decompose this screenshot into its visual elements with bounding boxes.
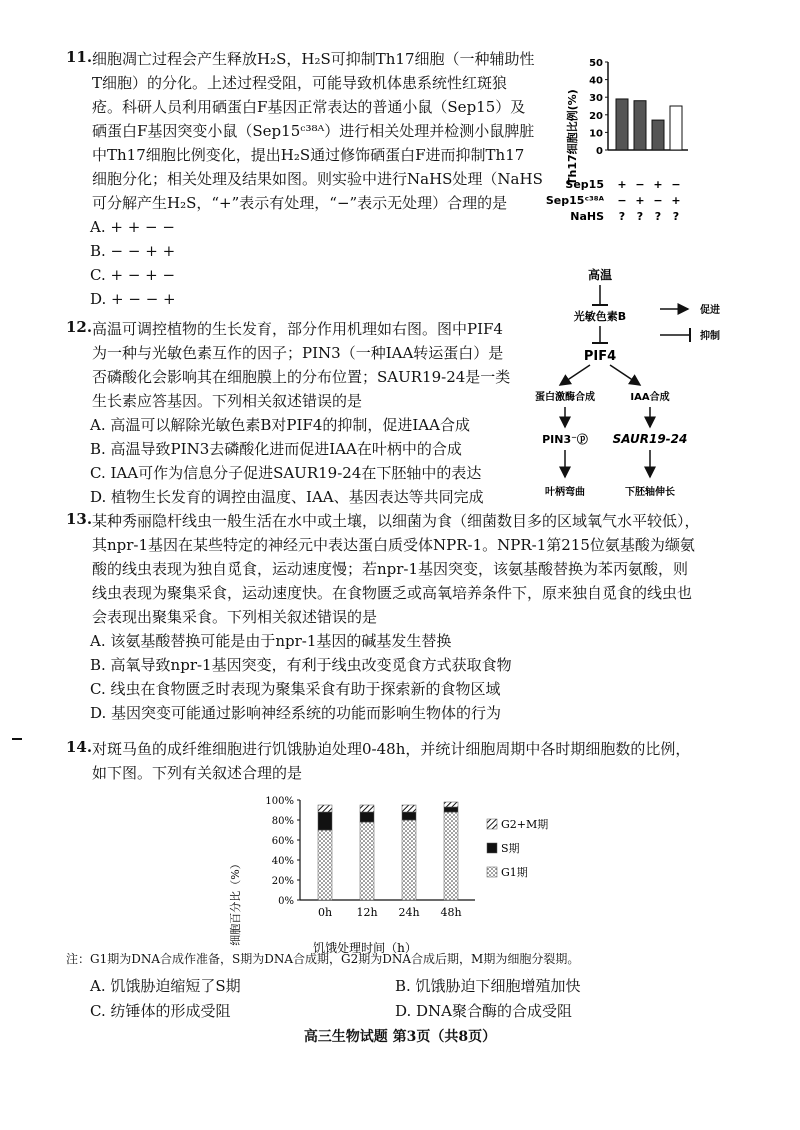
flow-pif4: PIF4 xyxy=(583,349,617,364)
flow-protein-phosphatase: 蛋白激酶合成 xyxy=(535,392,595,403)
q13-lines-3: 线虫表现为聚集采食，运动速度快。在食物匮乏或高氧培养条件下，原来独自觅食的线虫也 xyxy=(92,584,693,602)
c1-bar xyxy=(652,120,664,150)
c2-bar-segment xyxy=(444,802,458,807)
q11-lines-2: 疮。科研人员利用硒蛋白F基因正常表达的普通小鼠（Sep15）及 xyxy=(92,98,526,116)
c1-row-mark: ? xyxy=(672,210,680,223)
c2-ytick: 80% xyxy=(271,816,294,827)
c2-bar-segment xyxy=(402,812,416,820)
c1-row-mark: ? xyxy=(636,210,644,223)
q14-note: 注：G1期为DNA合成作准备，S期为DNA合成期，G2期为DNA合成后期，M期为细胞分裂期。 xyxy=(66,952,580,966)
q12-number: 12. xyxy=(66,318,93,336)
c2-bar-segment xyxy=(318,830,332,900)
q13-options-0: A. 该氨基酸替换可能是由于npr-1基因的碱基发生替换 xyxy=(90,632,452,650)
c2-bar-segment xyxy=(318,812,332,830)
c2-xtick: 12h xyxy=(356,906,378,919)
q13-lines-4: 会表现出聚集采食。下列相关叙述错误的是 xyxy=(92,608,378,626)
q12-options-0: A. 高温可以解除光敏色素B对PIF4的抑制，促进IAA合成 xyxy=(90,416,470,434)
q13-options-2: C. 线虫在食物匮乏时表现为聚集采食有助于探索新的食物区域 xyxy=(90,680,501,698)
flow-high-temp: 高温 xyxy=(587,268,613,282)
c2-bar-segment xyxy=(402,820,416,900)
c1-ytick: 10 xyxy=(589,128,603,140)
c1-row-mark: ? xyxy=(618,210,626,223)
c1-ytick: 20 xyxy=(589,110,603,122)
q12-lines-2: 否磷酸化会影响其在细胞膜上的分布位置；SAUR19-24是一类 xyxy=(92,368,511,386)
q11-options-2: C. + − + − xyxy=(90,266,176,284)
c2-ytick: 100% xyxy=(265,796,294,807)
q11-number: 11. xyxy=(66,48,93,66)
c1-row-mark: − xyxy=(671,178,681,191)
q13-options-1: B. 高氧导致npr-1基因突变，有利于线虫改变觅食方式获取食物 xyxy=(90,656,512,674)
c1-row-mark: + xyxy=(653,178,663,191)
c2-ytick: 40% xyxy=(271,856,294,867)
c1-row-mark: − xyxy=(653,194,663,207)
q11-chart xyxy=(545,50,700,290)
c2-bar-segment xyxy=(318,805,332,812)
q14-chart-xlabel: 饥饿处理时间（h） xyxy=(313,941,417,955)
q11-options-3: D. + − − + xyxy=(90,290,176,308)
legend-promote: 促进 xyxy=(700,305,720,316)
q12-lines-0: 高温可调控植物的生长发育，部分作用机理如右图。图中PIF4 xyxy=(92,320,503,338)
q11-options-0: A. + + − − xyxy=(90,218,175,236)
c2-legend-swatch xyxy=(487,843,497,853)
c2-bar-segment xyxy=(360,822,374,900)
c1-bar xyxy=(634,101,646,150)
q12-options-1: B. 高温导致PIN3去磷酸化进而促进IAA在叶柄中的合成 xyxy=(90,440,462,458)
c2-bar-segment xyxy=(360,812,374,822)
q14-number: 14. xyxy=(66,738,93,756)
q12-options-2: C. IAA可作为信息分子促进SAUR19-24在下胚轴中的表达 xyxy=(90,464,482,482)
c1-row-mark: ? xyxy=(654,210,662,223)
c1-row-mark: − xyxy=(635,178,645,191)
q14-option-1: B. 饥饿胁迫下细胞增殖加快 xyxy=(395,977,581,995)
q14-chart-ylabel: 细胞百分比（%） xyxy=(229,858,242,946)
flow-pin3: PIN3⁻ⓟ xyxy=(542,433,588,446)
page-footer: 高三生物试题 第3页（共8页） xyxy=(303,1029,497,1045)
c2-bar-segment xyxy=(444,807,458,812)
c2-xtick: 24h xyxy=(398,906,420,919)
c2-bar-segment xyxy=(360,805,374,812)
q11-options-1: B. − − + + xyxy=(90,242,176,260)
c2-xtick: 0h xyxy=(317,906,333,919)
c1-row-mark: − xyxy=(617,194,627,207)
c1-row-mark: + xyxy=(671,194,681,207)
q12-lines-3: 生长素应答基因。下列相关叙述错误的是 xyxy=(92,392,363,410)
c2-bar-segment xyxy=(444,812,458,900)
q11-lines-6: 可分解产生H₂S，“+”表示有处理，“−”表示无处理）合理的是 xyxy=(92,194,508,212)
q11-lines-4: 中Th17细胞比例变化，提出H₂S通过修饰硒蛋白F进而抑制Th17 xyxy=(92,146,525,164)
c2-legend-label: S期 xyxy=(501,842,520,855)
c2-bar-segment xyxy=(402,805,416,812)
c1-ytick: 30 xyxy=(589,93,603,105)
flow-iaa-synthesis: IAA合成 xyxy=(630,392,670,403)
margin-mark xyxy=(12,738,22,740)
q11-chart-ylabel: Th17细胞比例(%) xyxy=(566,89,579,185)
q14-chart xyxy=(225,790,549,960)
c1-row-mark: + xyxy=(617,178,627,191)
q14-lines-0: 对斑马鱼的成纤维细胞进行饥饿胁迫处理0-48h，并统计细胞周期中各时期细胞数的比例， xyxy=(92,740,691,758)
flow-phyB: 光敏色素B xyxy=(573,310,627,323)
flow-hypocotyl: 下胚轴伸长 xyxy=(625,487,675,498)
c1-row-label: Sep15ᶜ³⁸ᴬ xyxy=(545,194,604,207)
q12-flow-diagram xyxy=(520,265,750,505)
q11-lines-3: 硒蛋白F基因突变小鼠（Sep15ᶜ³⁸ᴬ）进行相关处理并检测小鼠脾脏 xyxy=(92,122,535,140)
q13-lines-1: 其npr-1基因在某些特定的神经元中表达蛋白质受体NPR-1。NPR-1第215位氨基酸为缬氨 xyxy=(92,536,695,554)
c2-legend-swatch xyxy=(487,819,497,829)
c2-legend-label: G2+M期 xyxy=(501,818,549,831)
c2-legend-label: G1期 xyxy=(501,866,528,879)
c1-ytick: 0 xyxy=(596,146,603,157)
c2-ytick: 0% xyxy=(278,896,294,907)
flow-petiole: 叶柄弯曲 xyxy=(545,487,585,498)
c2-legend-swatch xyxy=(487,867,497,877)
c2-ytick: 20% xyxy=(271,876,294,887)
q12-lines-1: 为一种与光敏色素互作的因子；PIN3（一种IAA转运蛋白）是 xyxy=(92,344,504,362)
q11-lines-5: 细胞分化；相关处理及结果如图。则实验中进行NaHS处理（NaHS xyxy=(92,170,543,188)
flow-saur: SAUR19-24 xyxy=(612,432,688,446)
q11-lines-1: T细胞）的分化。上述过程受阻，可能导致机体患系统性红斑狼 xyxy=(92,74,508,92)
c2-ytick: 60% xyxy=(271,836,294,847)
q13-number: 13. xyxy=(66,510,93,528)
legend-inhibit: 抑制 xyxy=(700,331,720,342)
c2-xtick: 48h xyxy=(440,906,462,919)
c1-bar xyxy=(616,99,628,150)
q14-lines-1: 如下图。下列有关叙述合理的是 xyxy=(92,764,303,782)
c1-ytick: 50 xyxy=(589,58,603,69)
q13-lines-0: 某种秀丽隐杆线虫一般生活在水中或土壤，以细菌为食（细菌数目多的区域氧气水平较低）， xyxy=(92,512,700,530)
c1-bar xyxy=(670,106,682,150)
q13-options-3: D. 基因突变可能通过影响神经系统的功能而影响生物体的行为 xyxy=(90,704,502,722)
q14-option-0: A. 饥饿胁迫缩短了S期 xyxy=(90,977,241,995)
q14-option-3: D. DNA聚合酶的合成受阻 xyxy=(395,1002,573,1020)
c1-row-label: NaHS xyxy=(570,210,604,223)
c1-row-mark: + xyxy=(635,194,645,207)
q13-lines-2: 酸的线虫表现为独自觅食，运动速度慢；若npr-1基因突变，该氨基酸替换为苯丙氨酸，则 xyxy=(92,560,689,578)
q12-options-3: D. 植物生长发育的调控由温度、IAA、基因表达等共同完成 xyxy=(90,488,484,506)
c1-ytick: 40 xyxy=(589,75,603,87)
q11-lines-0: 细胞凋亡过程会产生释放H₂S，H₂S可抑制Th17细胞（一种辅助性 xyxy=(92,50,535,68)
q14-option-2: C. 纺锤体的形成受阻 xyxy=(90,1002,231,1020)
c1-row-label: Sep15 xyxy=(565,178,604,191)
